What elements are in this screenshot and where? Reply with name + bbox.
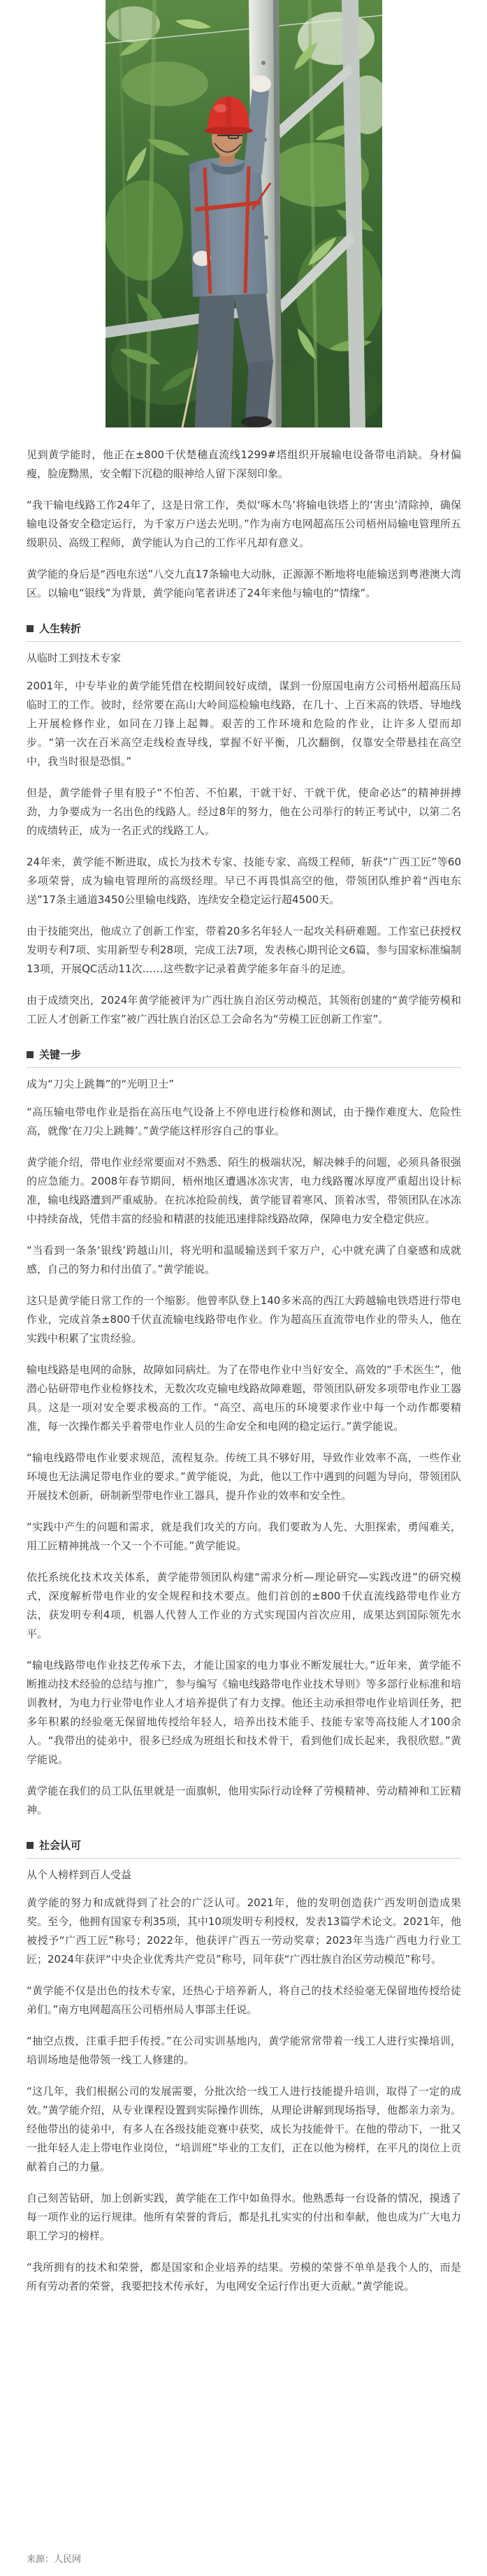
article-paragraph: “我所拥有的技术和荣誉，都是国家和企业培养的结果。劳模的荣誉不单单是我个人的，而是所有劳动者的荣誉，我要把技术传承好，为电网安全运行作出更大贡献。”黄学能说。 bbox=[27, 2261, 461, 2292]
power-line-worker-photo bbox=[106, 0, 382, 427]
section-header bbox=[27, 1047, 461, 1068]
article-paragraph: 但是，黄学能骨子里有股子“不怕苦、不怕累，干就干好、干就干优，使命必达”的精神拼搏劲，力争要成为一名出色的线路人。经过8年的努力，他在公司举行的转正考试中，以第二名的成绩转正，成为一名正式的线路工人。 bbox=[27, 786, 461, 837]
section-subtitle: 从临时工到技术专家 bbox=[27, 652, 122, 664]
section-title: 关键一步 bbox=[39, 1048, 82, 1061]
article-paragraph: 由于成绩突出，2024年黄学能被评为广西壮族自治区劳动模范，其领衔创建的“黄学能劳模和工匠人才创新工作室”被广西壮族自治区总工会命名为“劳模工匠创新工作室”。 bbox=[27, 994, 461, 1025]
article-paragraph: 输电线路是电网的命脉，故障如同病灶。为了在带电作业中当好安全、高效的“手术医生”，他潜心钻研带电作业检修技术，无数次攻克输电线路故障难题，带领团队研发多项带电作业工器具。这是一项对安全要求极高的工作。“高空、高电压的环境要求作业中每一个动作都要精准，每一次操作都关乎着带电作业人员的生命安全和电网的稳定运行。”黄学能说。 bbox=[27, 1363, 461, 1433]
article-paragraph: 这只是黄学能日常工作的一个缩影。他曾率队登上140多米高的西江大跨越输电铁塔进行带电作业，完成首条±800千伏直流输电线路带电作业。作为超高压直流带电作业的带头人，他在实践中积累了宝贵经验。 bbox=[27, 1294, 461, 1345]
article-paragraph: “当看到一条条‘银线’跨越山川，将光明和温暖输送到千家万户，心中就充满了自豪感和成就感，自己的努力和付出值了。”黄学能说。 bbox=[27, 1244, 461, 1275]
article-paragraph: 依托系统化技术攻关体系，黄学能带领团队构建“需求分析—理论研究—实践改进”的研究模式，深度解析带电作业的安全规程和技术要点。他们首创的±800千伏直流线路带电作业方法，获发明专利4项，机器人代替人工作业的方式实现国内首次应用，成果达到国际领先水平。 bbox=[27, 1571, 461, 1640]
article-paragraph: 由于技能突出，他成立了创新工作室，带着20多名年轻人一起攻关科研难题。工作室已获授权发明专利7项、实用新型专利28项，完成工法7项，发表核心期刊论文6篇，参与国家标准编制13项，开展QC活动11次……这些数字记录着黄学能多年奋斗的足迹。 bbox=[27, 925, 461, 975]
square-marker-icon bbox=[27, 1842, 34, 1849]
section-title: 社会认可 bbox=[39, 1839, 82, 1852]
article-paragraph: 黄学能介绍，带电作业经常要面对不熟悉、陌生的极端状况，解决棘手的问题，必须具备很强的应急能力。2008年春节期间，梧州地区遭遇冰冻灾害，电力线路覆冰厚度严重超出设计标准，输电线路遭到严重威胁。在抗冰抢险前线，黄学能冒着寒风、顶着冰雪，带领团队在冰冻中持续奋战，凭借丰富的经验和精湛的技能迅速排除线路故障，保障电力安全稳定供应。 bbox=[27, 1156, 461, 1225]
article-paragraph: 黄学能的身后是“西电东送”八交九直17条输电大动脉，正源源不断地将电能输送到粤港澳大湾区。以输电“银线”为背景，黄学能向笔者讲述了24年来他与输电的“情缘”。 bbox=[27, 568, 461, 599]
article-paragraph: 2001年，中专毕业的黄学能凭借在校期间较好成绩，谋到一份原国电南方公司梧州超高压局临时工的工作。彼时，经常要在高山大岭间巡检输电线路，在几十、上百米高的铁塔、导地线上开展检修作业，如同在刀锋上起舞。艰苦的工作环境和危险的作业，让许多人望而却步。“第一次在百米高空走线检查导线，掌握不好平衡，几次翻倒，仅靠安全带悬挂在高空中，我当时很是恐惧。” bbox=[27, 680, 461, 768]
article-body bbox=[0, 427, 487, 2296]
section-header bbox=[27, 621, 461, 642]
article-paragraph: “高压输电带电作业是指在高压电气设备上不停电进行检修和测试，由于操作难度大、危险性高，就像‘在刀尖上跳舞’。”黄学能这样形容自己的事业。 bbox=[27, 1106, 461, 1137]
article-paragraph: “黄学能不仅是出色的技术专家，还热心于培养新人，将自己的技术经验毫无保留地传授给徒弟们。”南方电网超高压公司梧州局人事部主任说。 bbox=[27, 1984, 461, 2016]
article-paragraph: “输电线路带电作业要求规范，流程复杂。传统工具不够好用，导致作业效率不高，一些作业环境也无法满足带电作业的要求。”黄学能说，为此，他以工作中遇到的问题为导向，带领团队开展技术创新，研制新型带电作业工器具，提升作业的效率和安全性。 bbox=[27, 1451, 461, 1502]
section-subtitle: 成为“刀尖上跳舞”的“光明卫士” bbox=[27, 1078, 175, 1090]
article-paragraph: 24年来，黄学能不断进取，成长为技术专家、技能专家、高级工程师，斩获“广西工匠”等60多项荣誉，成为输电管理所的高级经理。早已不再畏惧高空的他，带领团队维护着“西电东送”17条主通道3450公里输电线路，连续安全稳定运行超4500天。 bbox=[27, 856, 461, 906]
article-paragraph: “我干输电线路工作24年了，这是日常工作，类似‘啄木鸟’将输电铁塔上的‘害虫’清除掉，确保输电设备安全稳定运行，为千家万户送去光明。”作为南方电网超高压公司梧州局输电管理所五级职员、高级工程师，黄学能认为自己的工作平凡却有意义。 bbox=[27, 499, 461, 549]
article-paragraph: “输电线路带电作业技艺传承下去，才能让国家的电力事业不断发展壮大。”近年来，黄学能不断推动技术经验的总结与推广，参与编写《输电线路带电作业技术导则》等多部行业标准和培训教材，为电力行业带电作业人才培养提供了有力支撑。他还主动承担带电作业培训任务，把多年积累的经验毫无保留地传授给年轻人，培养出技术能手、技能专家等高技能人才100余人。“我带出的徒弟中，很多已经成为班组长和技术骨干，看到他们成长起来，我很欣慰。”黄学能说。 bbox=[27, 1659, 461, 1766]
square-marker-icon bbox=[27, 625, 34, 632]
article-paragraph: 见到黄学能时，他正在±800千伏楚穗直流线1299#塔组织开展输电设备带电消缺。身材偏瘦，脸庞黝黑，安全帽下沉稳的眼神给人留下深刻印象。 bbox=[27, 448, 461, 480]
article-source: 来源：人民网 bbox=[27, 2554, 82, 2565]
square-marker-icon bbox=[27, 1051, 34, 1058]
article-paragraph: 黄学能在我们的员工队伍里就是一面旗帜，他用实际行动诠释了劳模精神、劳动精神和工匠精神。 bbox=[27, 1785, 461, 1816]
section-header bbox=[27, 1838, 461, 1859]
section-title: 人生转折 bbox=[39, 622, 82, 635]
section-subtitle: 从个人榜样到百人受益 bbox=[27, 1868, 132, 1881]
article-paragraph: “实践中产生的问题和需求，就是我们攻关的方向。我们要敢为人先、大胆探索，勇闯难关，用工匠精神挑战一个又一个不可能。”黄学能说。 bbox=[27, 1521, 461, 1552]
article-paragraph: “这几年，我们根据公司的发展需要，分批次给一线工人进行技能提升培训，取得了一定的成效。”黄学能介绍，从专业课程设置到实际操作训练，从理论讲解到现场指导，他都亲力亲为。经他带出的徒弟中，有多人在各级技能竞赛中获奖，成长为技能骨干。在他的带动下，一批又一批年轻人走上带电作业岗位，“培训班”毕业的工友们，正在以他为榜样，在平凡的岗位上贡献着自己的力量。 bbox=[27, 2085, 461, 2173]
article-photo bbox=[106, 0, 382, 427]
article-paragraph: 黄学能的努力和成就得到了社会的广泛认可。2021年，他的发明创造获广西发明创造成果奖。至今，他拥有国家专利35项，其中10项发明专利授权，发表13篇学术论文。2021年，他被授予“广西工匠”称号；2022年，他获评广西五一劳动奖章；2023年当选广西电力行业工匠；2024年获评“中央企业优秀共产党员”称号，同年获“广西壮族自治区劳动模范”称号。 bbox=[27, 1896, 461, 1966]
article-paragraph: 自己刻苦钻研，加上创新实践，黄学能在工作中如鱼得水。他熟悉每一台设备的情况，摸透了每一项作业的运行规律。他所有荣誉的背后，都是扎扎实实的付出和奉献，他也成为广大电力职工学习的榜样。 bbox=[27, 2192, 461, 2242]
article-paragraph: “抽空点拨，注重手把手传授。”在公司实训基地内，黄学能常常带着一线工人进行实操培训，培训场地是他带领一线工人修建的。 bbox=[27, 2035, 461, 2066]
